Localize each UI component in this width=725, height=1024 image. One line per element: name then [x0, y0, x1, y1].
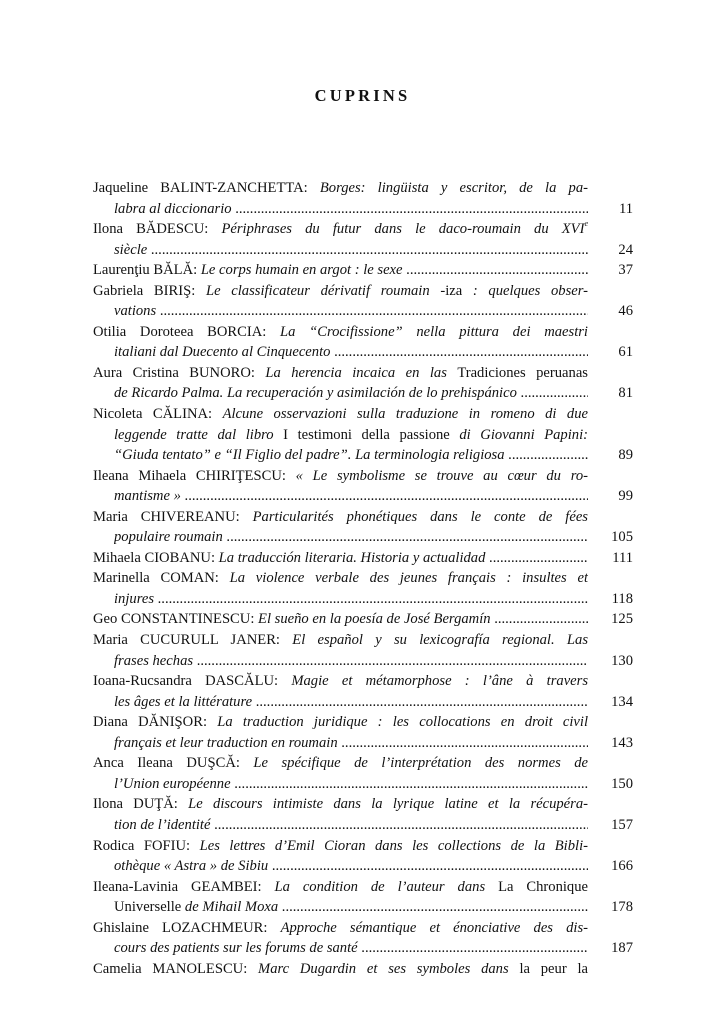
entry-line [93, 568, 588, 589]
toc-entry [93, 753, 633, 794]
entry-title-text: Particularités phonétiques dans le conte de fées [252, 508, 588, 525]
entry-line-with-leader [114, 199, 588, 220]
entry-line [93, 630, 588, 651]
entry-text: Jaqueline BALINT-ZANCHETTA: [93, 180, 320, 196]
entry-text: Ileana Mihaela CHIRIŢESCU: [93, 467, 296, 484]
toc-line [93, 281, 633, 302]
toc-entry [93, 548, 633, 569]
entry-line-with-leader [114, 692, 588, 713]
entry-text: Ileana-Lavinia GEAMBEI: [93, 878, 275, 895]
entry-text: -iza [440, 282, 463, 299]
entry-text: Aura Cristina BUNORO: [93, 364, 266, 381]
entry-line [93, 794, 588, 815]
page-number: 118 [611, 590, 633, 607]
superscript [584, 219, 588, 228]
page-number: 37 [618, 262, 633, 279]
toc-line [93, 404, 633, 425]
toc-line [93, 568, 633, 589]
entry-title-text: « Le symbolisme se trouve au cœur du ro- [295, 467, 588, 484]
entry-title-text: cours des patients sur les forums de santé [114, 940, 358, 957]
entry-line [93, 363, 588, 384]
entry-title-text: Le discours intimiste dans la lyrique latine et la récupéra- [188, 796, 588, 813]
toc-line [93, 322, 633, 343]
entry-title-text: Le corps humain en argot : le sexe [200, 262, 403, 279]
entry-text: la peur la [519, 960, 588, 977]
toc-entry [93, 609, 633, 630]
page-number: 89 [618, 447, 633, 464]
entry-title-text: frases hechas [114, 652, 194, 669]
toc-entry [93, 877, 633, 918]
entry-line-with-leader [114, 383, 588, 404]
page-number: 143 [611, 734, 633, 751]
entry-line-with-leader [93, 548, 588, 569]
entry-text: I testimoni della passione [283, 426, 450, 443]
toc-line [93, 794, 633, 815]
entry-title-text: français et leur traduction en roumain [114, 734, 338, 751]
page-number: 105 [611, 529, 633, 546]
page-number: 150 [611, 775, 633, 792]
entry-title-text: Magie et métamorphose : l’âne à travers [291, 673, 588, 690]
entry-title-text: La condition de l’auteur dans [274, 878, 499, 895]
toc-entry [93, 507, 633, 548]
entry-line-with-leader [93, 260, 588, 281]
entry-line-with-leader [114, 856, 588, 877]
entry-title-text: El español y su lexicografía regional. Las [292, 632, 588, 649]
entry-line-with-leader [114, 651, 588, 672]
page-number: 178 [611, 899, 633, 916]
entry-title-text: l’Union européenne [114, 775, 231, 792]
entry-line-with-leader [114, 301, 588, 322]
toc-line-leader [93, 692, 633, 713]
entry-line-with-leader [114, 486, 588, 507]
toc-line [93, 507, 633, 528]
entry-title-text: Le spécifique de l’interprétation des normes de [253, 755, 588, 772]
entry-line [93, 712, 588, 733]
entry-text: Tradiciones peruanas [457, 364, 588, 381]
toc-entry [93, 836, 633, 877]
entry-text: Camelia MANOLESCU: [93, 960, 259, 977]
page-number: 11 [618, 200, 633, 217]
entry-line-with-leader [114, 815, 588, 836]
page-number: 61 [618, 344, 633, 361]
entry-title-text: La traducción literaria. Historia y actualidad [218, 549, 486, 566]
toc-line [93, 877, 633, 898]
toc-entry [93, 568, 633, 609]
entry-line [93, 959, 588, 980]
entry-title-text: : quelques obser- [462, 282, 588, 299]
toc-line [93, 219, 633, 240]
toc-line [93, 753, 633, 774]
toc-line [93, 630, 633, 651]
page-number: 111 [612, 549, 633, 566]
entry-line-with-leader [114, 774, 588, 795]
entry-text: Ilona BĂDESCU: [93, 221, 222, 238]
toc-line [93, 836, 633, 857]
toc-line [93, 425, 633, 446]
toc-line [93, 671, 633, 692]
entry-text: Laurenţiu BĂLĂ: [93, 262, 201, 279]
toc-entry [93, 260, 633, 281]
entry-line-with-leader [114, 445, 588, 466]
toc-entry [93, 219, 633, 260]
toc-line [93, 178, 633, 199]
page-number: 134 [611, 693, 633, 710]
entry-title-text: Les lettres d’Emil Cioran dans les collections de la Bibli- [199, 837, 588, 854]
entry-line [93, 404, 588, 425]
table-of-contents [93, 178, 633, 979]
entry-line [93, 507, 588, 528]
toc-line-leader [93, 199, 633, 220]
entry-line [93, 466, 588, 487]
entry-title-text: mantisme » [114, 488, 181, 505]
entry-text: Nicoleta CĂLINA: [93, 406, 223, 423]
toc-line-leader [93, 815, 633, 836]
entry-title-text: e [584, 219, 588, 229]
entry-title-text: labra al diccionario [114, 200, 232, 217]
entry-title-text: La “Crocifissione” nella pittura dei maestri [280, 323, 588, 340]
entry-text: La Chronique [498, 878, 588, 895]
toc-line-leader [93, 651, 633, 672]
entry-line-with-leader [114, 342, 588, 363]
toc-entry [93, 178, 633, 219]
entry-line [93, 219, 588, 240]
toc-entry [93, 959, 633, 980]
entry-line-with-leader [114, 527, 588, 548]
entry-title-text: de Mihail Moxa [181, 899, 279, 916]
toc-line [93, 363, 633, 384]
entry-text: Universelle [114, 899, 182, 916]
toc-entry [93, 404, 633, 466]
entry-title-text: italiani dal Duecento al Cinquecento [114, 344, 331, 361]
toc-entry [93, 918, 633, 959]
entry-line-with-leader [114, 938, 588, 959]
toc-line [93, 466, 633, 487]
page-number: 125 [611, 611, 633, 628]
entry-line [93, 178, 588, 199]
entry-text: Anca Ileana DUŞCĂ: [93, 755, 254, 772]
toc-line-leader [93, 240, 633, 261]
toc-entry [93, 671, 633, 712]
toc-line [93, 918, 633, 939]
entry-title-text: Approche sémantique et énonciative des dis- [280, 919, 588, 936]
entry-line [93, 753, 588, 774]
toc-line-leader [93, 774, 633, 795]
toc-entry [93, 281, 633, 322]
toc-entry [93, 630, 633, 671]
page-title: CUPRINS [314, 86, 411, 105]
toc-line-leader [93, 733, 633, 754]
toc-line-leader [93, 260, 633, 281]
entry-title-text: di Giovanni Papini: [449, 426, 588, 443]
entry-title-text: Borges: lingüista y escritor, de la pa- [319, 180, 588, 196]
entry-title-text: Marc Dugardin et ses symboles dans [258, 960, 520, 977]
entry-title-text: La violence verbale des jeunes français : insultes et [229, 570, 588, 587]
toc-line-leader [93, 342, 633, 363]
entry-line-with-leader [114, 733, 588, 754]
entry-line [93, 877, 588, 898]
page-number: 130 [611, 652, 633, 669]
entry-title-text: othèque « Astra » de Sibiu [114, 858, 269, 875]
entry-title-text: La herencia incaica en las [265, 364, 458, 381]
entry-line [114, 425, 588, 446]
toc-line-leader [93, 938, 633, 959]
entry-text: Maria CUCURULL JANER: [93, 632, 293, 649]
toc-line [93, 712, 633, 733]
entry-line-with-leader [114, 240, 588, 261]
entry-title-text: les âges et la littérature [114, 693, 253, 710]
entry-line [93, 322, 588, 343]
toc-entry [93, 794, 633, 835]
entry-title-text: La traduction juridique : les collocations en droit civil [217, 714, 588, 731]
entry-title-text: de Ricardo Palma. La recuperación y asimilación de lo prehispánico [114, 385, 517, 402]
page-number: 81 [618, 385, 633, 402]
page-number: 46 [618, 303, 633, 320]
entry-title-text: injures [114, 590, 154, 607]
entry-line-with-leader [114, 897, 588, 918]
toc-entry [93, 363, 633, 404]
entry-text: Rodica FOFIU: [93, 837, 200, 854]
entry-line-with-leader [93, 609, 588, 630]
entry-title-text: Alcune osservazioni sulla traduzione in romeno di due [222, 406, 588, 423]
toc-line [93, 959, 633, 980]
entry-text: Ioana-Rucsandra DASCĂLU: [93, 673, 292, 690]
entry-title-text: populaire roumain [114, 529, 223, 546]
toc-line-leader [93, 609, 633, 630]
toc-entry [93, 466, 633, 507]
page-number: 24 [618, 241, 633, 258]
toc-line-leader [93, 548, 633, 569]
entry-text: Ilona DUŢĂ: [93, 796, 189, 813]
entry-text: Diana DĂNIŞOR: [93, 714, 218, 731]
entry-line [93, 918, 588, 939]
toc-line-leader [93, 486, 633, 507]
toc-line-leader [93, 856, 633, 877]
toc-line-leader [93, 301, 633, 322]
entry-line [93, 671, 588, 692]
entry-title-text: leggende tratte dal libro [114, 426, 284, 443]
entry-title-text: “Giuda tentato” e “Il Figlio del padre”. La terminologia religiosa [114, 447, 505, 464]
entry-text: Geo CONSTANTINESCU: [93, 611, 259, 628]
toc-line-leader [93, 897, 633, 918]
entry-title-text: El sueño en la poesía de José Bergamín [258, 611, 491, 628]
toc-line-leader [93, 589, 633, 610]
entry-title-text: siècle [114, 241, 148, 258]
page-number: 157 [611, 816, 633, 833]
entry-text: Maria CHIVEREANU: [93, 508, 253, 525]
entry-text: Gabriela BIRIŞ: [93, 282, 206, 299]
entry-line [93, 281, 588, 302]
entry-text: Mihaela CIOBANU: [93, 549, 219, 566]
toc-entry [93, 712, 633, 753]
page-number: 187 [611, 940, 633, 957]
entry-title-text: Périphrases du futur dans le daco-roumain du XVI [221, 221, 585, 238]
toc-line-leader [93, 527, 633, 548]
entry-title-text: vations [114, 303, 157, 320]
entry-text: Marinella COMAN: [93, 570, 230, 587]
page-number: 99 [618, 488, 633, 505]
entry-line [93, 836, 588, 857]
toc-line-leader [93, 383, 633, 404]
entry-line-with-leader [114, 589, 588, 610]
toc-entry [93, 322, 633, 363]
entry-text: Otilia Doroteea BORCIA: [93, 323, 281, 340]
entry-title-text: tion de l’identité [114, 816, 211, 833]
toc-line-leader [93, 445, 633, 466]
page-number: 166 [611, 858, 633, 875]
entry-title-text: Le classificateur dérivatif roumain [205, 282, 441, 299]
entry-text: Ghislaine LOZACHMEUR: [93, 919, 281, 936]
